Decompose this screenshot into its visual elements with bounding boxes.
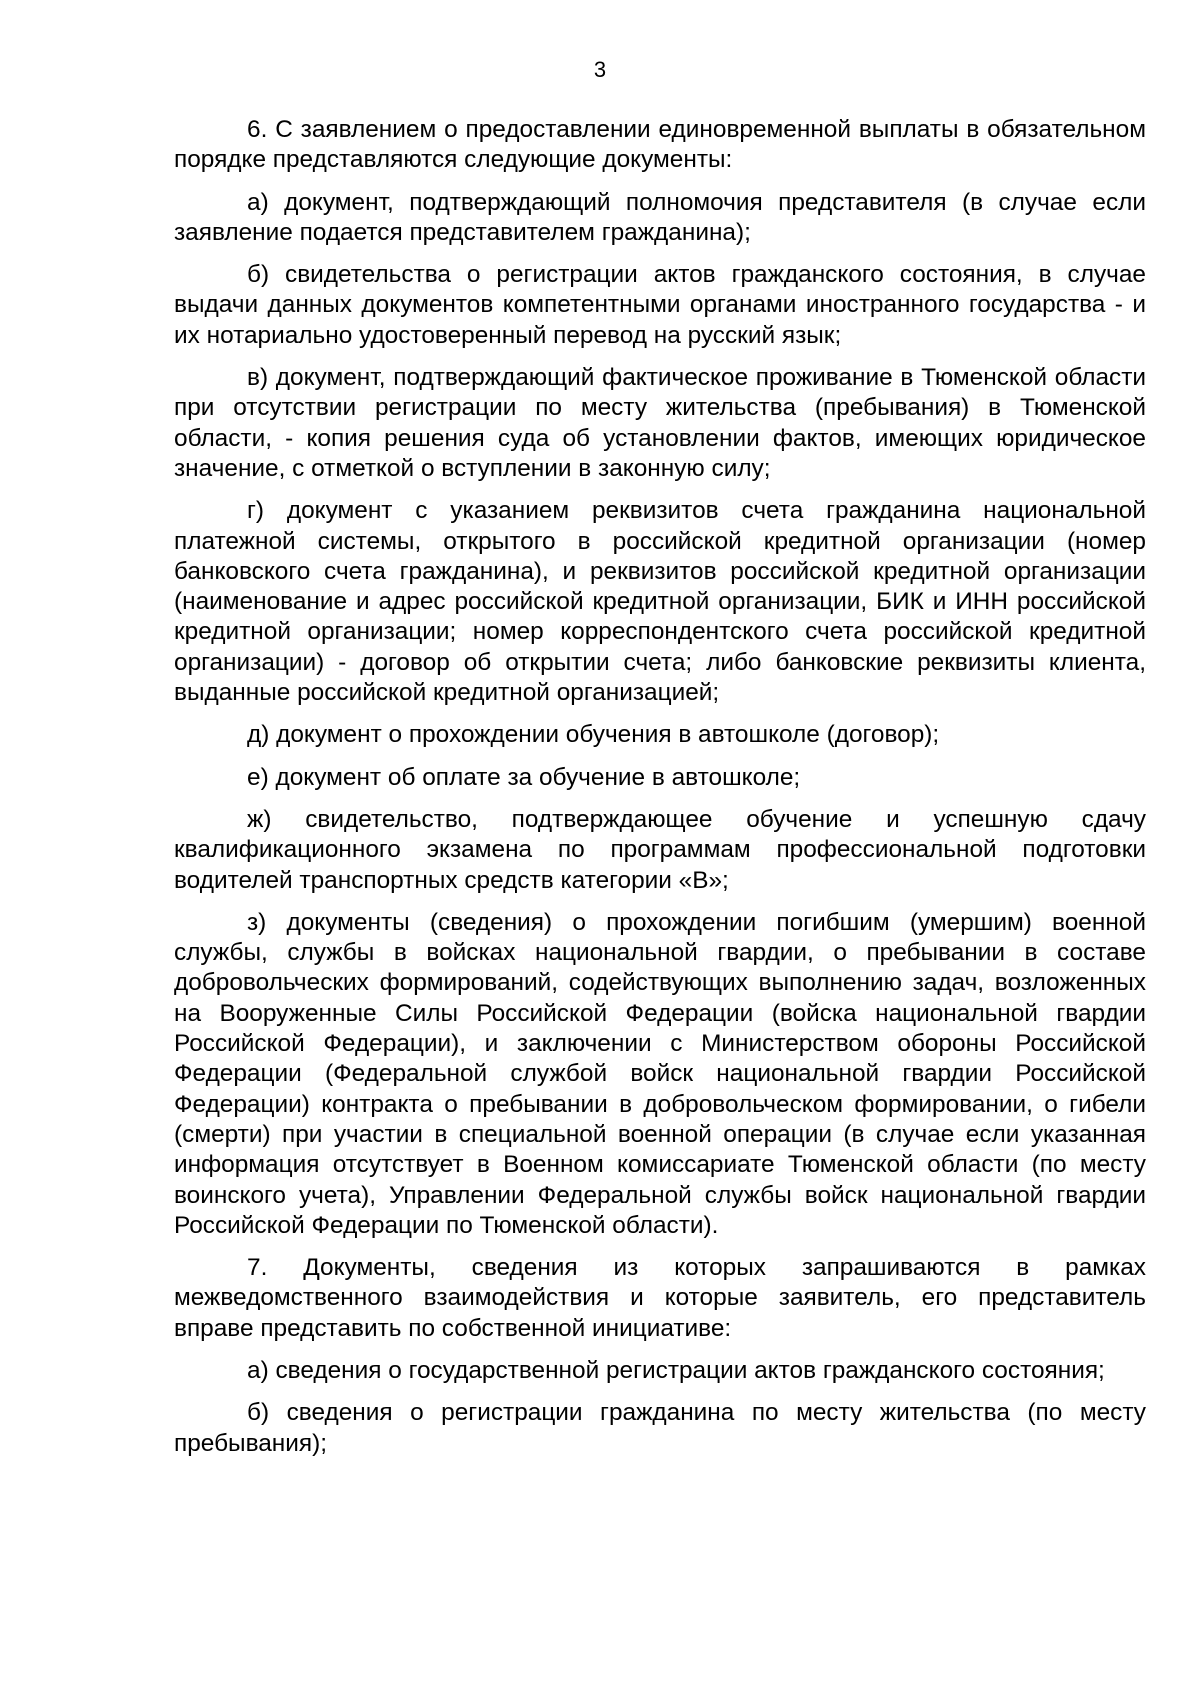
paragraph-7: 7. Документы, сведения из которых запрашиваются в рамках межведомственного взаимодействия и которые заявитель, его представитель вправе представить по собственной инициативе: — [174, 1254, 1146, 1342]
paragraph-6d: д) документ о прохождении обучения в автошколе (договор); — [247, 721, 940, 749]
page-number: 3 — [593, 57, 607, 82]
paragraph-6e: е) документ об оплате за обучение в автошколе; — [247, 763, 801, 791]
paragraph-6g: г) документ с указанием реквизитов счета гражданина национальной платежной системы, открытого в российской кредитной организации (номер банковского счета гражданина), и реквизитов российской кредитной организации (наименование и адрес российской кредитной организации, БИК и ИНН российской кредитной организации; номер корреспондентского счета российской кредитной организации) - договор об открытии счета; либо банковские реквизиты клиента, выданные российской кредитной организацией; — [174, 497, 1146, 707]
paragraph-6: 6. С заявлением о предоставлении единовременной выплаты в обязательном порядке представляются следующие документы: — [174, 116, 1146, 174]
paragraph-6v: в) документ, подтверждающий фактическое проживание в Тюменской области при отсутствии регистрации по месту жительства (пребывания) в Тюменской области, - копия решения суда об установлении фактов, имеющих юридическое значение, с отметкой о вступлении в законную силу; — [174, 364, 1146, 482]
paragraph-6b: б) свидетельства о регистрации актов гражданского состояния, в случае выдачи данных документов компетентными органами иностранного государства - и их нотариально удостоверенный перевод на русский язык; — [174, 261, 1146, 349]
paragraph-7b: б) сведения о регистрации гражданина по месту жительства (по месту пребывания); — [174, 1399, 1146, 1457]
paragraph-6a: а) документ, подтверждающий полномочия представителя (в случае если заявление подается представителем гражданина); — [174, 188, 1146, 246]
paragraph-7a: а) сведения о государственной регистрации актов гражданского состояния; — [247, 1356, 1105, 1384]
paragraph-6zh: ж) свидетельство, подтверждающее обучение и успешную сдачу квалификационного экзамена по программам профессиональной подготовки водителей транспортных средств категории «В»; — [174, 805, 1146, 894]
paragraph-6z: з) документы (сведения) о прохождении погибшим (умершим) военной службы, службы в войсках национальной гвардии, о пребывании в составе добровольческих формирований, содействующих выполнению задач, возложенных на Вооруженные Силы Российской Федерации (войска национальной гвардии Российской Федерации), и заключении с Министерством обороны Российской Федерации (Федеральной службой войск национальной гвардии Российской Федерации) контракта о пребывании в добровольческом формировании, о гибели (смерти) при участии в специальной военной операции (в случае если указанная информация отсутствует в Военном комиссариате Тюменской области (по месту воинского учета), Управлении Федеральной службы войск национальной гвардии Российской Федерации по Тюменской области). — [174, 908, 1146, 1239]
document-body — [174, 115, 1146, 1471]
